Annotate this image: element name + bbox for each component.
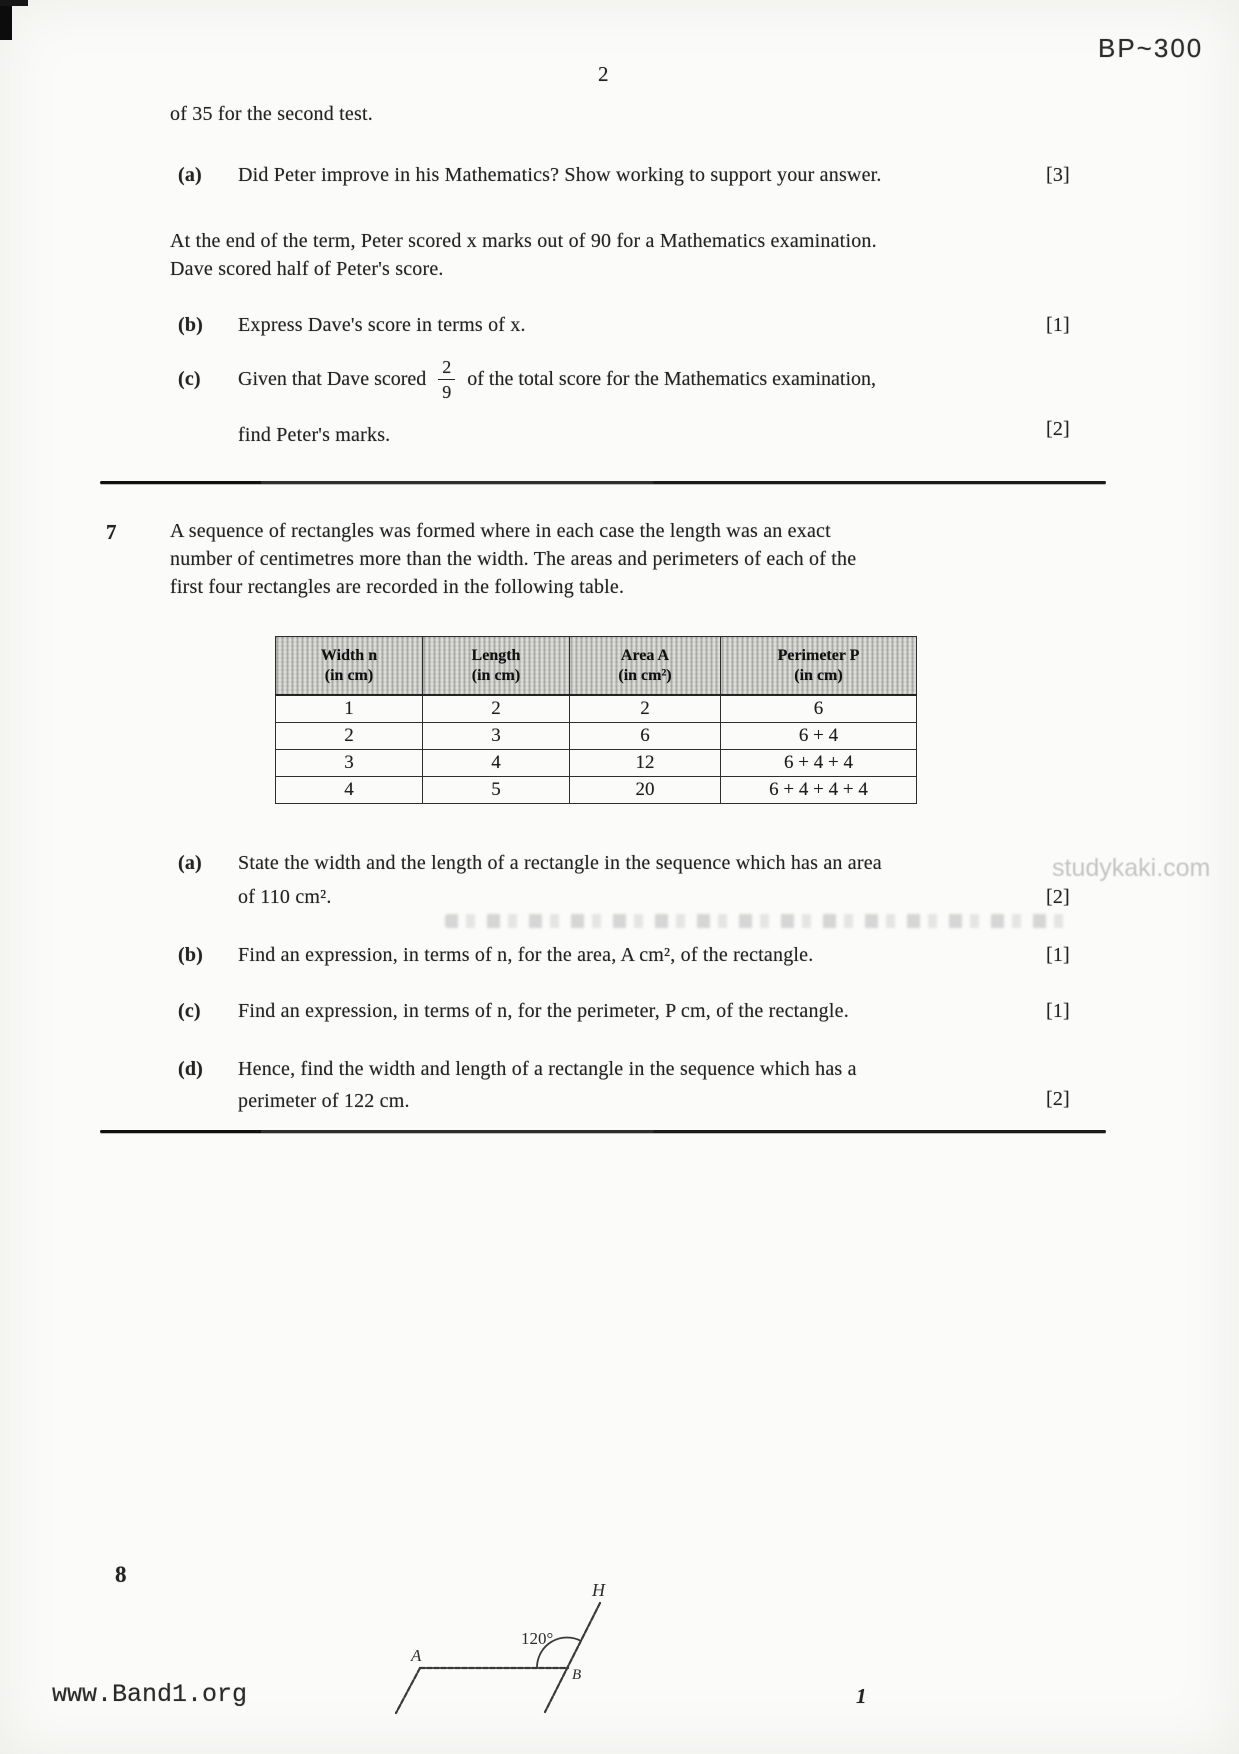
cell-perimeter-3: 6 + 4 + 4 (721, 750, 917, 777)
angle-value-label: 120° (521, 1629, 554, 1648)
q7-part-d-label: (d) (178, 1058, 204, 1080)
rectangle-sequence-table (275, 636, 917, 804)
question8-number: 8 (115, 1562, 127, 1587)
header-width-line1: Width n (320, 647, 378, 665)
q6-paragraph-line2: Dave scored half of Peter's score. (170, 258, 444, 280)
watermark: studykaki.com (1052, 854, 1211, 882)
cell-perimeter-1: 6 (721, 695, 917, 723)
doc-code: BP~300 (1098, 33, 1204, 63)
q6-part-c-line1 (238, 350, 876, 408)
q7-part-d-line2: perimeter of 122 cm. (238, 1090, 410, 1112)
cell-length-2: 3 (423, 723, 570, 750)
table-row (276, 723, 917, 750)
table-row (276, 695, 917, 723)
q7-part-d-line1: Hence, find the width and length of a rectangle in the sequence which has a (238, 1058, 857, 1080)
handwritten-page-mark: 1 (856, 1684, 867, 1708)
point-h-label: H (592, 1580, 605, 1600)
cell-width-2: 2 (276, 723, 423, 750)
cell-perimeter-4: 6 + 4 + 4 + 4 (721, 777, 917, 804)
col-header-perimeter (721, 637, 917, 696)
q6-part-a-marks: [3] (1046, 164, 1070, 186)
col-header-length (423, 637, 570, 696)
fraction-numerator: 2 (438, 358, 455, 380)
table-header-row (276, 637, 917, 696)
q7-part-c-marks: [1] (1046, 1000, 1070, 1022)
cell-width-1: 1 (276, 695, 423, 723)
cell-area-2: 6 (570, 723, 721, 750)
scan-corner-artifact (0, 0, 12, 40)
fraction-denominator: 9 (442, 381, 452, 402)
table-row (276, 750, 917, 777)
page-number: 2 (598, 62, 609, 86)
cell-width-4: 4 (276, 777, 423, 804)
question7-number: 7 (106, 520, 117, 544)
cell-length-1: 2 (423, 695, 570, 723)
q6-part-b-marks: [1] (1046, 314, 1070, 336)
q6-part-c-label: (c) (178, 368, 201, 390)
cell-area-4: 20 (570, 777, 721, 804)
angle-diagram (340, 1572, 660, 1742)
q7-part-c-text: Find an expression, in terms of n, for the perimeter, P cm, of the rectangle. (238, 1000, 849, 1022)
cell-width-3: 3 (276, 750, 423, 777)
cell-length-4: 5 (423, 777, 570, 804)
q7-part-d-marks: [2] (1046, 1088, 1070, 1110)
q6-part-c-line2: find Peter's marks. (238, 424, 391, 446)
q7-part-b-label: (b) (178, 944, 204, 966)
q6-part-c-marks: [2] (1046, 418, 1070, 440)
q7-part-a-line2: of 110 cm². (238, 886, 332, 908)
cell-area-1: 2 (570, 695, 721, 723)
header-width-line2: (in cm) (324, 666, 374, 684)
line-below-a (396, 1668, 420, 1713)
show-through-artifact (445, 914, 1065, 928)
cell-perimeter-2: 6 + 4 (721, 723, 917, 750)
q7-part-a-line1: State the width and the length of a rectangle in the sequence which has an area (238, 852, 882, 874)
q7-part-c-label: (c) (178, 1000, 201, 1022)
q6-part-c-text-after: of the total score for the Mathematics examination, (467, 367, 877, 390)
q7-intro-line2: number of centimetres more than the width. The areas and perimeters of each of the (170, 548, 857, 570)
q7-part-a-marks: [2] (1046, 886, 1070, 908)
cell-length-3: 4 (423, 750, 570, 777)
q7-intro-line1: A sequence of rectangles was formed where in each case the length was an exact (170, 520, 831, 542)
q7-part-b-marks: [1] (1046, 944, 1070, 966)
col-header-width (276, 637, 423, 696)
header-length-line1: Length (471, 647, 521, 665)
section-divider-bottom (100, 1130, 1106, 1133)
q6-part-a-text: Did Peter improve in his Mathematics? Show working to support your answer. (238, 164, 882, 186)
col-header-area (570, 637, 721, 696)
header-area-line2: (in cm²) (618, 666, 672, 684)
header-perimeter-line2: (in cm) (794, 666, 843, 684)
point-b-label: B (572, 1667, 582, 1683)
point-a-label: A (411, 1646, 422, 1665)
q6-part-b-text: Express Dave's score in terms of x. (238, 314, 526, 336)
header-area-line1: Area A (620, 647, 670, 665)
q6-part-b-label: (b) (178, 314, 204, 336)
fraction-two-ninths (438, 358, 455, 401)
transversal-bh (545, 1603, 600, 1712)
table-row (276, 777, 917, 804)
header-length-line2: (in cm) (471, 666, 521, 684)
question6-intro-fragment: of 35 for the second test. (170, 103, 373, 125)
q7-intro-line3: first four rectangles are recorded in the following table. (170, 576, 625, 598)
scan-edge-artifact (0, 0, 28, 6)
cell-area-3: 12 (570, 750, 721, 777)
q6-part-c-text-before: Given that Dave scored (238, 367, 427, 390)
header-perimeter-line1: Perimeter P (777, 647, 860, 665)
q6-paragraph-line1: At the end of the term, Peter scored x marks out of 90 for a Mathematics examination. (170, 230, 877, 252)
website-footer: www.Band1.org (52, 1680, 248, 1709)
q7-part-b-text: Find an expression, in terms of n, for the area, A cm², of the rectangle. (238, 944, 814, 966)
q6-part-a-label: (a) (178, 164, 202, 186)
section-divider-top (100, 481, 1106, 484)
q7-part-a-label: (a) (178, 852, 202, 874)
